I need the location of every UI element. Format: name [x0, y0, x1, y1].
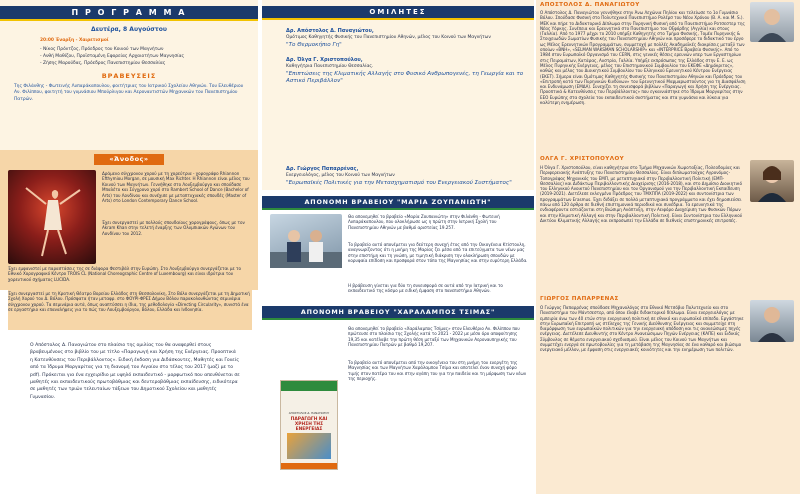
- speaker-role: Ομότιμος Καθηγητής Φυσικής του Πανεπιστημίου Αθηνών, μέλος του Κοινού των Μαγνήτων: [286, 35, 491, 40]
- bio2-text: Η Όλγα Γ. Χριστοπούλου, είναι καθηγήτρια στο Τμήμα Μηχανικών Χωροταξίας, Πολεοδομίας και Περιφερειακής Ανάπτυξης του Πανεπιστημίου Θεσσαλίας. Είναι διπλωματούχος Αγρονόμος-Τοπογράφος Μηχανικός του ΕΜΠ, με μεταπτυχιακό στην Περιβαλλοντική Πολιτική (ΕΜΠ-Θεσσαλίας) και Διδάκτωρ Περιβαλλοντικής Διαχείρισης (2016-2018), και στο Δημόσιο Διοικητικό του Ελληνικού Ανοικτού Πανεπιστημίου και του Οργανισμού για την Περιβαλλοντική Εκπαίδευση (2019-2021). Διετέλεσε εκλεγμένο Πρόεδρος του ΤΜΧΠΠΑ (2019-2022) και συντονίστρια των προγραμμάτων Erasmus. Έχει διδάξει σε πολλά μεταπτυχιακά προγράμματα και έχει δημοσιεύσει πάνω από 120 άρθρα σε διεθνή επιστημονικά περιοδικά και συνέδρια. Τα ερευνητικά της ενδιαφέροντα εστιάζονται στη Βιώσιμη Ανάπτυξη, στην Αειφόρο Διαχείριση των Φυσικών Πόρων και στην Κλιματική Αλλαγή και στην Περιβαλλοντική Πολιτική. Είναι Συντονίστρια του Ελληνικού Δικτύου Κλιματικής Αλλαγής και εκπροσωπεί την Ελλάδα σε διεθνείς επιστημονικές επιτροπές.: [540, 165, 743, 223]
- person-portrait-icon: [750, 300, 794, 342]
- greeting-item: - Ανθή Μαθίζου, Προϊσταμένη Εφορείας Αρχαιοτήτων Μαγνησίας: [40, 54, 185, 59]
- bio3-photo: [750, 300, 794, 342]
- speakers-title-stripe: [262, 18, 534, 20]
- greeting-item: - Ζήσης Μαρούδας, Πρόεδρος Πανεπιστημίου Θεσσαλίας: [40, 61, 166, 66]
- speaker-name: Δρ. Γιώργος Παπαρρένας,: [286, 166, 359, 172]
- book-cover-image: [280, 380, 338, 470]
- speakers-title: ΟΜΙΛΗΤΕΣ: [262, 6, 534, 18]
- award1-title-stripe: [262, 208, 534, 210]
- book-author: ΑΠΟΣΤΟΛΟΣ Δ. ΠΑΝΑΓΙΩΤΟΥ: [288, 411, 330, 415]
- bio1-photo: [750, 2, 794, 42]
- greeting-item: - Νίκος Πρόντζος, Πρόεδρος του Κοινού των Μαγνήτων: [40, 47, 164, 52]
- bio1-text: Ο Απόστολος Δ. Παναγιώτου γεννήθηκε στην Άνω Λεχώνια Πηλίου και τελείωσε το 1ο Γυμνάσιο Βόλου. Σπούδασε Φυσική στο Πολυτεχνικό Πανεπιστήμιο Ρολέρσ του Νέου Χρόνου (Β. Α. και Μ. S.). ΜΕΚ και πήρε το Διδακτορικό Δίπλωμα στην Πυρηνική Φυσική από το Πανεπιστήμιο Ροτσεστερ της Νέας Υόρκης. Συνέπεια και Ερευνητικά στο Πανεπιστήμιο του Οξφόρδης (Αγγλία) και στους (Γαλλία). Από το 1977 μέχρι το 2010 υπήρξε Καθηγητής στο Τμήμα Φυσικής, Τομέα Πυρηνικής & Στοιχειωδών Σωματίων Φυσικής του Πανεπιστημίου Αθηνών και προσέφερε το διδακτικό του έργο ως Μέλος Ερευνητικών Προγραμμάτων, συμμετοχή με πολλές Ακαδημαϊκές διακρίσεις μεταξύ των οποίων «ΒΝΗ», «SELMAN WAKSMAN SCHOLARSHIP» και «INTERPRICE Βραβείο Φυσικής». Από το 1984 στον Ευρωπαϊκό Οργανισμό του CERN, στις γενικές θέσεις ερευνών υπερ των Εργαστηρίων στις Πειραμάτων, Κατάρας, Αυστρία, Γαλλία. Υπήρξε εκπρόσωπος της Ελλάδος στην Ε. Ε. ως Μέλος Πυρηνικής Ενέργειας, μέλος του Επιστημονικού Συμβουλίου του ΕΚΕΦΕ «Δημόκριτος», καθώς και μέλος του Διοικητικού Συμβουλίου του Ελληνικού Ερευνητικού Κέντρου Ενέργειας (ΕΚΕΤ). Σήμερα είναι Ομότιμος Καθηγητής Φυσικής του Πανεπιστημίου Αθηνών και Πρόεδρος του «Επιτροπή κατά των Πυρηνικών Κινδύνων» του Ερευνητικού Μαρμαρωστούντος για τη Διασφάλιση και Ενδυνάμωση (ΕΜΔΑ). Συνεχίζει τη συνεισφορά βιβλίων «Παραγωγή και Χρήση της Ενέργειας. Προοπτικά & Κατευθύνσεις του Περιβάλλοντος» που εγκαινιάστηκε στο Ίδρυμα Μαργαρίτας στην ΕΕΟ Ευρώπης στα σχολεία του εκπαιδευτικού συστήματος και στα γυμνάσια και λύκεια για καλύτερη ενημέρωση.: [540, 10, 746, 106]
- book-band-bottom: [281, 463, 337, 469]
- program-greetings: [40, 46, 250, 67]
- award1-photo: [270, 214, 342, 268]
- anodos-para3: Έχει εμφανιστεί με παραστάσεις της σε διάφορα Φεστιβάλ στην Ευρώπη. Στο Λουξεμβούργο συνεργάζεται με το Εθνικό Χορογραφικό Κέντρο TROIS CL (National Choreographic Centre of Luxembourg) και είναι ιδρύτρια του χορευτικού σχήματος LUCIDA.: [8, 266, 241, 282]
- anodos-section: [0, 150, 258, 290]
- award-ceremony-icon: [270, 214, 342, 268]
- dancer-figure-icon: [8, 170, 96, 264]
- speaker-name: Δρ. Όλγα Γ. Χριστοπούλου,: [286, 57, 363, 63]
- person-portrait-icon: [750, 2, 794, 42]
- bio1-name: ΑΠΟΣΤΟΛΟΣ Δ. ΠΑΝΑΓΙΩΤΟΥ: [540, 2, 640, 8]
- speaker-name: Δρ. Απόστολος Δ. Παναγιώτου,: [286, 28, 374, 34]
- book-cover-art: [287, 433, 331, 459]
- speaker-role: Καθηγήτρια Πανεπιστημίου Θεσσαλίας.: [286, 64, 374, 69]
- award2-title-stripe: [262, 318, 534, 320]
- bio2-name: ΟΛΓΑ Γ. ΧΡΙΣΤΟΠΟΥΛΟΥ: [540, 156, 625, 162]
- award2-para2: Το βραβείο αυτό απονέμεται από την οικογένεια του στη μνήμη του ευεργέτη της Μαγνησίας και των Μαγνήτων Χαράλαμπου Τσίμα και αποτελεί έναν συνεχή φόρο τιμής στον πατέρα του και στην αγάπη του για την παιδεία και τη μόρφωση των νέων της περιοχής.: [348, 360, 527, 382]
- bio1-text-cont: [540, 44, 796, 152]
- speaker-talk: "Ευρωπαϊκές Πολιτικές για την Μετασχηματισμό του Ενεργειακού Συστήματος": [286, 180, 512, 186]
- award1-para3: Η βράβευση γίνεται για δύο τη συνεισφορά σε αυτά από την Ιατρική και το εκπαιδευτικό της κόσμο με ειδική έμφαση στο πανεπιστήμιο Αθηνών.: [348, 283, 503, 294]
- award1-section: [262, 190, 534, 300]
- bio3-name: ΓΙΩΡΓΟΣ ΠΑΠΑΡΡΕΝΑΣ: [540, 296, 619, 302]
- speakers-section: [262, 0, 534, 190]
- program-title-stripe: [0, 19, 258, 21]
- book-band-top: [281, 381, 337, 391]
- award2-title: ΑΠΟΝΟΜΗ ΒΡΑΒΕΙΟΥ "ΧΑΡΑΛΑΜΠΟΣ ΤΣΙΜΑΣ": [262, 306, 534, 318]
- dancer-photo: [8, 170, 96, 264]
- program-title: Π Ρ Ο Γ Ρ Α Μ Μ Α: [0, 6, 258, 19]
- awards-text: Της Φιλάνθης - Φωτεινής Λυπαράκαπουλου, φοιτήτριας του Ιατρικού Σχολείου Αθηνών. Του Ελευθέριου Αν. Φιλίππου, φοιτητή του γυμνάσιου Μπούρλιγου και Αεροναυτιστών Μηχανικών του Πανεπιστημίου Πατρών.: [14, 84, 244, 102]
- award2-para1: Θα απονεμηθεί το βραβείο «Χαράλαμπος Τσίμας» στον Ελευθέριο Αν. Φιλίππου που πρώτευσε στο πλαίσιο της Σχολής κατά το 2021 - 2022 με μέσο όρο αποφοίτησης 19,35 και κατέλαβε την πρώτη θέση μεταξύ των Μηχανικών Αεροναυπηγικής του Πανεπιστημίου Πατρών με βαθμό 19,207.: [348, 326, 520, 348]
- speaker-talk: "Επιπτώσεις της Κλιματικής Αλλαγής στο Φυσικό Ανθρωπογενές, τη Γεωργία και το Αστικό Περιβάλλον": [286, 71, 524, 84]
- speaker-role: Ενεργειολόγος, μέλος του Κοινού των Μαγνήτων: [286, 173, 395, 178]
- person-portrait-icon: [750, 160, 794, 202]
- anodos-para2: Έχει συνεργαστεί με πολλούς σπουδαίους χορογράφους, όπως με τον Akram Khan στην τελετή έναρξης των Ολυμπιακών Αγώνων του Λονδίνου του 2012.: [102, 220, 245, 236]
- awards-heading: ΒΡΑΒΕΥΣΕΙΣ: [101, 72, 157, 80]
- bio3-text: Ο Γιώργος Παπαρρένας σπούδασε Μηχανολόγος στο Εθνικό Μετσόβιο Πολυτεχνείο και στο Πανεπιστήμιο του Μάντσεστερ, από όπου έλαβε διδακτορικό δίπλωμα. Είναι ενεργειολόγος με εμπειρία άνω των 40 ετών στην ενεργειακή πολιτική σε εθνικό και ευρωπαϊκό επίπεδο. Εργάστηκε στην Ευρωπαϊκή Επιτροπή ως στέλεχος της Γενικής Διεύθυνσης Ενέργειας και συμμετείχε στη διαμόρφωση των ευρωπαϊκών πολιτικών για την ενεργειακή απόδοση και τις ανανεώσιμες πηγές ενέργειας. Διετέλεσε Διευθυντής στο Κέντρο Ανανεώσιμων Πηγών Ενέργειας (ΚΑΠΕ) και Ειδικός Σύμβουλος σε θέματα ενεργειακού σχεδιασμού. Είναι μέλος του Κοινού των Μαγνήτων και συμμετέχει ενεργά σε πρωτοβουλίες για τη μετάβαση της Μαγνησίας σε ένα καθαρό και βιώσιμο ενεργειακό μέλλον, με έμφαση στις ενεργειακές κοινότητες και την ενημέρωση των πολιτών.: [540, 305, 744, 353]
- program-date: Δευτέρα, 8 Αυγούστου: [91, 26, 167, 33]
- bios-column: [536, 0, 800, 494]
- award1-para1: Θα απονεμηθεί το βραβείο «Μαρία Ζουπανιώτη» στην Φιλάνθη - Φωτεινή Λυπαράκαπουλου, που ολοκλήρωσε ως η πρώτη στην Ιατρική Σχολή του Πανεπιστημίου Αθηνών με βαθμό αριστείας 19.257.: [348, 214, 500, 230]
- anodos-para4: Έχει συνεργαστεί με τη Κρατική Θέατρο Βορείου Ελλάδος στη Θεσσαλονίκη, Στο Βόλο συνεργάζεται με τη Δημοτική Σχολή Χορού του Δ. Βόλου. Πρόσφατα ήταν μεταφρ. στο ΦΟΥΡΙ-ΦΡΕΣ Δήμου Βόλου παρακολουθώντας σεμινάρια σύγχρονου χορού. Τα σεμινάρια αυτά, όπως αναπτύσσει η ίδια, της μεθοδολογία «Directing Circularity», συνιστά ένα σε εργαστήριο και επαναλήψεις για το πώς του Λουξεμβούργου, Βόλου, Ελλάδα και Ινδονησία.: [8, 290, 252, 330]
- program-section: [0, 0, 258, 150]
- award1-para2: Το βραβείο αυτό απονέμεται για δεύτερη συνεχή έτος από την Οικογένεια Κτίστουλη, αναγνωρίζοντας ότι η μνήμη της Μαρίας ζει μέσα από τα επιτεύγματα των νέων μας στην επιστήμη και τη γνώση, με τιμητική διάκριση την ολοκλήρωση σπουδών με κορυφαία επίδοση και προσφορά στον τόπο της Μαγνησίας και στην ευρύτερη Ελλάδα.: [348, 242, 528, 264]
- award1-title: ΑΠΟΝΟΜΗ ΒΡΑΒΕΙΟΥ "ΜΑΡΙΑ ΖΟΥΠΑΝΙΩΤΗ": [262, 196, 534, 208]
- anodos-para1: Δράμενο σύγχρονου χορού με τη χορεύτρια - χορογράφο Rhiannon Efthymiou Morgan, σε μουσική Max Richter. Η Rhiannon είναι μέλος του Κοινού των Μαγνήτων. Γεννήθηκε στο Λουξεμβούργο και σπούδασε Μπαλέτο και Σύγχρονο χορό στο Rambert School of Dance (Bachelor of Arts) του Λονδίνου και συνέχισε με μεταπτυχιακές σπουδές (Master of Arts) στο London Contemporary Dance School.: [102, 171, 250, 204]
- bio1-text-top: [540, 10, 746, 106]
- book-intro-text: Ο Απόστολος Δ. Παναγιώτου στο πλαίσιο της ομιλίας του θα αναφερθεί στους βραβευμένους στο βιβλίο του με τίτλο «Παραγωγή και Χρήση της Ενέργειας. Προοπτικά η Κατευθύνσεις του Περιβάλλοντος». Ειδική έκδοση για Διδάσκοντες, Μαθητές και Γονείς από τα Ίδρυμα Μαργαρίτας για τη διανομή του Αιγαίου στο τέλος του 2017 (μαζί με το pdf). Πρόκειται για ένα εγχειρίδιο με υψηλό εκπαιδευτικό - μορφωτικό που απευθύνεται σε μαθητές και εκπαιδευτικούς πρωτοβάθμιας και δευτεροβάθμιας εκπαίδευσης, ειδικότερα σε μαθητές των τριών τελευταίων τάξεων του Δημοτικού Σχολείου και μαθητές Γυμνασίου.: [30, 343, 240, 400]
- book-intro-section: [0, 290, 258, 494]
- anodos-title: «Άνοδος»: [94, 154, 164, 165]
- bio2-photo: [750, 160, 794, 202]
- speaker-talk: "Το Θερμοκήπιο Γη": [286, 42, 342, 48]
- book-title: ΠΑΡΑΓΩΓΗ ΚΑΙ ΧΡΗΣΗ ΤΗΣ ΕΝΕΡΓΕΙΑΣ: [290, 417, 328, 433]
- program-opening: 20:00 Έναρξη - Χαιρετισμοί: [40, 38, 109, 43]
